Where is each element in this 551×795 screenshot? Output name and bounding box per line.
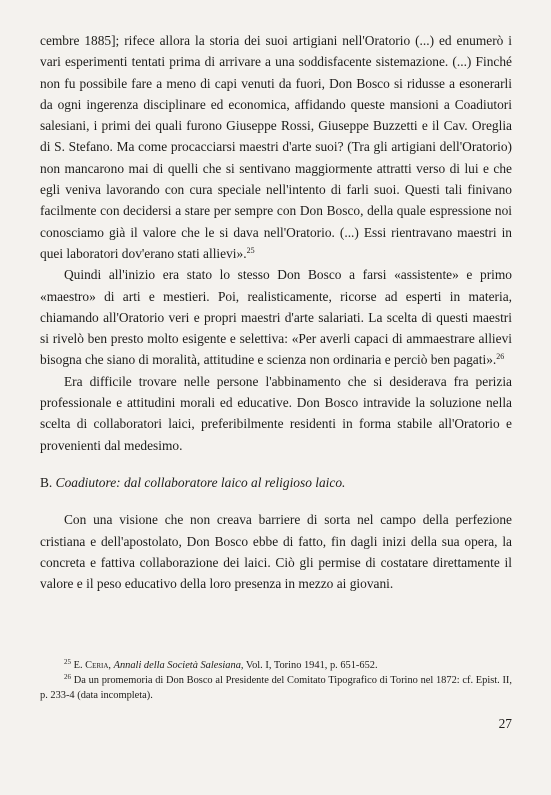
footnote-author: E. Ceria, <box>73 660 112 671</box>
paragraph-3 <box>40 371 512 456</box>
footnote-25 <box>40 658 512 673</box>
main-text <box>40 30 512 594</box>
paragraph-2-text: Quindi all'inizio era stato lo stesso Don Bosco a farsi «assistente» e primo «maestro» di arti e mestieri. Poi, realisticamente, ricorse ad esperti in materia, chiamando all'Oratorio veri e propri maestri d'arte salariati. La scelta di questi maestri si rivelò ben presto molto esigente e selettiva: «Per averli capaci di ammaestrare allievi bisogna che siano di moralità, attitudine e scienza non ordinaria e perciò ben pagati». <box>40 267 512 368</box>
section-heading <box>40 472 512 493</box>
footnote-text: Da un promemoria di Don Bosco al Presidente del Comitato Tipografico di Torino nel 1872: cf. Epist. II, p. 233-4 (data incompleta). <box>40 675 512 702</box>
section-letter: B. <box>40 474 53 490</box>
closing-paragraph: Con una visione che non creava barriere di sorta nel campo della perfezione cristiana e dell'apostolato, Don Bosco ebbe di fatto, fin dagli inizi della sua opera, la concreta e fattiva collaborazione dei laici. Ciò gli permise di costatare direttamente il valore e il peso educativo della loro presenza in mezzo ai giovani. <box>40 512 512 592</box>
footnotes <box>40 658 512 704</box>
footnote-ref-25: 25 <box>246 245 255 255</box>
footnote-citation: Vol. I, Torino 1941, p. 651-652. <box>245 660 378 671</box>
paragraph-1-text: cembre 1885]; rifece allora la storia dei suoi artigiani nell'Oratorio (...) ed enumerò i vari esperimenti tentati prima di arrivare a una soddisfacente sistemazione. (...) Finché non fu possibile fare a meno di capi venuti da fuori, Don Bosco si ridusse a esonerarli da ogni ingerenza disciplinare ed economica, affidando queste mansioni a Coadiutori salesiani, i primi dei quali furono Giuseppe Rossi, Giuseppe Buzzetti e il Cav. Oreglia di S. Stefano. Ma come procacciarsi maestri d'arte suoi? (Tra gli artigiani dell'Oratorio) non mancarono mai di quelli che si sentivano maggiormente attratti verso di lui e che egli veniva lavorando con cura speciale nell'intento di farli suoi. Questi tali finivano facilmente con decidersi a stare per sempre con Don Bosco, della quale espressione noi conosciamo già il valore che le si dava nell'Oratorio. (...) Essi rientravano maestri in quei laboratori dov'erano stati allievi». <box>40 33 512 261</box>
paragraph-1 <box>40 30 512 264</box>
footnote-number: 26 <box>64 673 71 682</box>
footnote-26 <box>40 673 512 703</box>
paragraph-3-text: Era difficile trovare nelle persone l'abbinamento che si desiderava fra perizia professionale e attitudini morali ed educative. Don Bosco intravide la soluzione nella scelta di collaboratori laici, preferibilmente residenti in forma stabile all'Oratorio e provenienti dal medesimo. <box>40 373 512 453</box>
page-number: 27 <box>498 716 512 731</box>
footnote-number: 25 <box>64 658 71 666</box>
paragraph-2 <box>40 264 512 370</box>
section-title: Coadiutore: dal collaboratore laico al religioso laico. <box>55 474 346 490</box>
footnote-work-title: Annali della Società Salesiana, <box>113 660 244 671</box>
footnote-ref-26: 26 <box>496 352 505 362</box>
